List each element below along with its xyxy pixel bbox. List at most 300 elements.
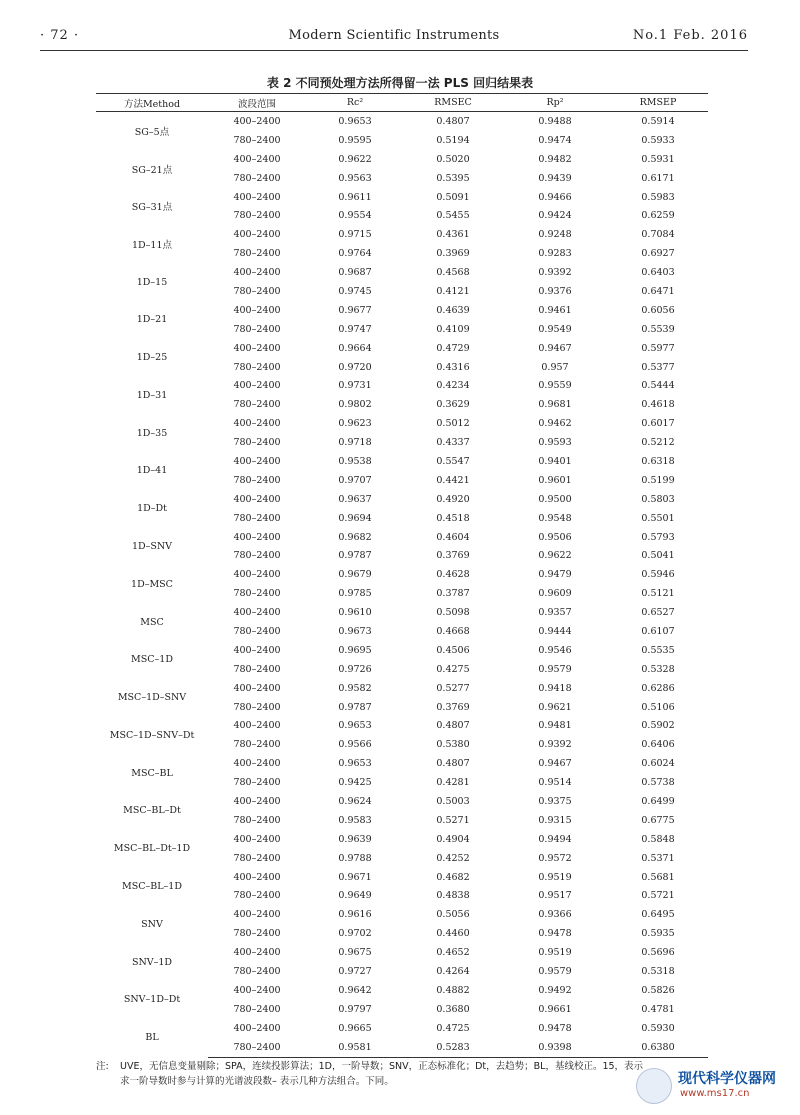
method-cell: SG–31点 [131, 202, 173, 214]
band-range-cell: 400–2400 [233, 720, 281, 732]
rmsec-cell: 0.4275 [436, 663, 470, 675]
rmsec-cell: 0.4604 [436, 531, 470, 543]
col-header-method: 方法Method [96, 94, 208, 112]
table-row [96, 830, 708, 849]
watermark [636, 1066, 786, 1106]
table-row [96, 905, 708, 924]
rmsec-cell: 0.4506 [436, 644, 470, 656]
rp2-cell: 0.9467 [538, 758, 572, 770]
rmsep-cell: 0.7084 [641, 229, 675, 241]
rmsep-cell: 0.5848 [641, 833, 675, 845]
rp2-cell: 0.957 [541, 361, 569, 373]
rc2-cell: 0.9677 [338, 304, 372, 316]
rmsep-cell: 0.6056 [641, 304, 675, 316]
rmsec-cell: 0.4234 [436, 380, 470, 392]
rp2-cell: 0.9681 [538, 399, 572, 411]
table-row [96, 792, 708, 811]
table-body [96, 112, 708, 1058]
rc2-cell: 0.9797 [338, 1003, 372, 1015]
band-range-cell: 780–2400 [233, 248, 281, 260]
table-row [96, 150, 708, 169]
table-row [96, 679, 708, 698]
table-header-row [96, 94, 708, 112]
rc2-cell: 0.9718 [338, 437, 372, 449]
rmsep-cell: 0.5371 [641, 852, 675, 864]
rmsec-cell: 0.4109 [436, 323, 470, 335]
rc2-cell: 0.9582 [338, 682, 372, 694]
rmsep-cell: 0.5935 [641, 928, 675, 940]
rc2-cell: 0.9624 [338, 796, 372, 807]
rmsec-cell: 0.4628 [436, 569, 470, 581]
band-range-cell: 400–2400 [233, 531, 281, 543]
band-range-cell: 400–2400 [233, 871, 281, 883]
col-header-rc2: Rc² [306, 94, 404, 112]
rp2-cell: 0.9661 [538, 1003, 572, 1015]
rp2-cell: 0.9376 [538, 285, 572, 297]
band-range-cell: 400–2400 [233, 380, 281, 392]
watermark-logo-icon [636, 1068, 672, 1104]
rp2-cell: 0.9401 [538, 455, 572, 467]
rmsep-cell: 0.6403 [641, 267, 675, 279]
rc2-cell: 0.9566 [338, 739, 372, 751]
rmsec-cell: 0.5395 [436, 172, 470, 184]
band-range-cell: 780–2400 [233, 890, 281, 902]
band-range-cell: 400–2400 [233, 682, 281, 694]
band-range-cell: 400–2400 [233, 984, 281, 996]
band-range-cell: 780–2400 [233, 663, 281, 675]
band-range-cell: 780–2400 [233, 512, 281, 524]
rmsep-cell: 0.5930 [641, 1022, 675, 1034]
band-range-cell: 780–2400 [233, 323, 281, 335]
method-cell: SNV [141, 918, 163, 930]
rmsec-cell: 0.4807 [436, 758, 470, 770]
rp2-cell: 0.9622 [538, 550, 572, 562]
rc2-cell: 0.9679 [338, 569, 372, 581]
rmsec-cell: 0.5003 [436, 796, 470, 807]
watermark-url: www.ms17.cn [680, 1088, 750, 1099]
band-range-cell: 780–2400 [233, 474, 281, 486]
rmsep-cell: 0.5803 [641, 493, 675, 505]
rmsec-cell: 0.4337 [436, 437, 470, 449]
rmsec-cell: 0.4904 [436, 833, 470, 845]
rmsec-cell: 0.4361 [436, 229, 470, 241]
rc2-cell: 0.9787 [338, 701, 372, 713]
results-table [96, 93, 708, 1058]
rmsep-cell: 0.6380 [608, 1038, 708, 1057]
col-header-rmsec: RMSEC [404, 94, 502, 112]
rp2-cell: 0.9315 [538, 814, 572, 826]
table-row [96, 452, 708, 471]
rc2-cell: 0.9682 [338, 531, 372, 543]
method-cell: MSC–BL–Dt–1D [113, 843, 191, 855]
col-header-band: 波段范围 [208, 94, 306, 112]
rc2-cell: 0.9788 [338, 852, 372, 864]
rc2-cell: 0.9622 [338, 153, 372, 165]
rmsep-cell: 0.6406 [641, 739, 675, 751]
table-row [96, 112, 708, 131]
rc2-cell: 0.9695 [338, 644, 372, 656]
band-range-cell: 400–2400 [233, 455, 281, 467]
rmsep-cell: 0.5696 [641, 947, 675, 959]
rmsep-cell: 0.6527 [641, 607, 675, 619]
band-range-cell: 400–2400 [233, 115, 281, 127]
rp2-cell: 0.9461 [538, 304, 572, 316]
rp2-cell: 0.9398 [502, 1038, 608, 1057]
table-row [96, 868, 708, 887]
rmsep-cell: 0.6927 [641, 248, 675, 260]
rmsep-cell: 0.5983 [641, 191, 675, 203]
rc2-cell: 0.9720 [338, 361, 372, 373]
band-range-cell: 780–2400 [233, 739, 281, 751]
rp2-cell: 0.9467 [538, 342, 572, 354]
rc2-cell: 0.9554 [338, 210, 372, 222]
rmsec-cell: 0.4882 [436, 984, 470, 996]
rmsec-cell: 0.4518 [436, 512, 470, 524]
rmsec-cell: 0.5098 [436, 607, 470, 619]
rmsep-cell: 0.5826 [641, 984, 675, 996]
rmsep-cell: 0.6471 [641, 285, 675, 297]
band-range-cell: 780–2400 [233, 172, 281, 184]
table-note [96, 1059, 716, 1089]
rc2-cell: 0.9726 [338, 663, 372, 675]
rp2-cell: 0.9579 [538, 966, 572, 978]
rmsep-cell: 0.5931 [641, 153, 675, 165]
rc2-cell: 0.9581 [306, 1038, 404, 1057]
rc2-cell: 0.9785 [338, 588, 372, 600]
issue-info: No.1 Feb. 2016 [632, 28, 748, 43]
rc2-cell: 0.9653 [338, 720, 372, 732]
method-cell: 1D–SNV [131, 540, 173, 552]
rmsep-cell: 0.5106 [641, 701, 675, 713]
rp2-cell: 0.9494 [538, 833, 572, 845]
table-row [96, 641, 708, 660]
rc2-cell: 0.9671 [338, 871, 372, 883]
rc2-cell: 0.9707 [338, 474, 372, 486]
rc2-cell: 0.9610 [338, 607, 372, 619]
rmsec-cell: 0.5056 [436, 909, 470, 921]
rp2-cell: 0.9462 [538, 418, 572, 430]
rmsec-cell: 0.5277 [436, 682, 470, 694]
rmsep-cell: 0.6107 [641, 625, 675, 637]
rmsec-cell: 0.3787 [436, 588, 470, 600]
rc2-cell: 0.9702 [338, 928, 372, 940]
rmsep-cell: 0.4781 [641, 1003, 675, 1015]
band-range-cell: 780–2400 [233, 588, 281, 600]
band-range-cell: 400–2400 [233, 909, 281, 921]
rmsec-cell: 0.4316 [436, 361, 470, 373]
rc2-cell: 0.9673 [338, 625, 372, 637]
rmsep-cell: 0.5444 [641, 380, 675, 392]
rmsec-cell: 0.5380 [436, 739, 470, 751]
rmsec-cell: 0.4281 [436, 777, 470, 789]
band-range-cell: 400–2400 [233, 153, 281, 165]
method-cell: MSC–BL–Dt [123, 805, 181, 817]
rmsec-cell: 0.4460 [436, 928, 470, 940]
rc2-cell: 0.9616 [338, 909, 372, 921]
rc2-cell: 0.9653 [338, 115, 372, 127]
rmsep-cell: 0.6259 [641, 210, 675, 222]
method-cell: MSC–1D [131, 654, 173, 666]
rmsep-cell: 0.6171 [641, 172, 675, 184]
rp2-cell: 0.9479 [538, 569, 572, 581]
rc2-cell: 0.9665 [338, 1022, 372, 1034]
rmsec-cell: 0.3769 [436, 550, 470, 562]
method-cell: 1D–25 [136, 352, 168, 364]
band-range-cell: 400–2400 [233, 833, 281, 845]
rp2-cell: 0.9492 [538, 984, 572, 996]
method-cell: MSC–BL [131, 767, 173, 779]
rmsep-cell: 0.5977 [641, 342, 675, 354]
rmsep-cell: 0.5721 [641, 890, 675, 902]
rmsep-cell: 0.6499 [641, 796, 675, 807]
method-cell: 1D–31 [136, 389, 168, 401]
table-row [96, 943, 708, 962]
rp2-cell: 0.9466 [538, 191, 572, 203]
rmsec-cell: 0.4252 [436, 852, 470, 864]
rp2-cell: 0.9424 [538, 210, 572, 222]
band-range-cell: 780–2400 [208, 1038, 306, 1057]
band-range-cell: 400–2400 [233, 493, 281, 505]
rmsec-cell: 0.3680 [436, 1003, 470, 1015]
rc2-cell: 0.9563 [338, 172, 372, 184]
rmsec-cell: 0.4807 [436, 115, 470, 127]
rc2-cell: 0.9764 [338, 248, 372, 260]
rmsep-cell: 0.6495 [641, 909, 675, 921]
running-header [40, 28, 748, 46]
band-range-cell: 780–2400 [233, 399, 281, 411]
rmsep-cell: 0.6775 [641, 814, 675, 826]
rmsec-cell: 0.3969 [436, 248, 470, 260]
band-range-cell: 780–2400 [233, 285, 281, 297]
rp2-cell: 0.9439 [538, 172, 572, 184]
rp2-cell: 0.9549 [538, 323, 572, 335]
method-cell: SG–21点 [131, 164, 173, 176]
rp2-cell: 0.9482 [538, 153, 572, 165]
rp2-cell: 0.9375 [538, 796, 572, 807]
rmsec-cell: 0.5547 [436, 455, 470, 467]
rmsec-cell: 0.4121 [436, 285, 470, 297]
table-row [96, 603, 708, 622]
rc2-cell: 0.9538 [338, 455, 372, 467]
rp2-cell: 0.9418 [538, 682, 572, 694]
rmsep-cell: 0.5738 [641, 777, 675, 789]
rmsec-cell: 0.4920 [436, 493, 470, 505]
rp2-cell: 0.9500 [538, 493, 572, 505]
rp2-cell: 0.9593 [538, 437, 572, 449]
method-cell: SNV–1D–Dt [123, 994, 181, 1006]
rp2-cell: 0.9621 [538, 701, 572, 713]
band-range-cell: 780–2400 [233, 625, 281, 637]
rmsec-cell: 0.5012 [436, 418, 470, 430]
band-range-cell: 400–2400 [233, 267, 281, 279]
table-row [96, 528, 708, 547]
method-cell: 1D–41 [136, 465, 168, 477]
method-cell: 1D–35 [136, 427, 168, 439]
rp2-cell: 0.9478 [538, 928, 572, 940]
watermark-name: 现代科学仪器网 [678, 1071, 776, 1087]
rmsep-cell: 0.5199 [641, 474, 675, 486]
rc2-cell: 0.9727 [338, 966, 372, 978]
rc2-cell: 0.9715 [338, 229, 372, 241]
method-cell: MSC–1D–SNV [117, 692, 187, 704]
journal-title: Modern Scientific Instruments [288, 28, 500, 43]
rc2-cell: 0.9653 [338, 758, 372, 770]
rmsec-cell: 0.3629 [436, 399, 470, 411]
rc2-cell: 0.9639 [338, 833, 372, 845]
rmsep-cell: 0.5121 [641, 588, 675, 600]
band-range-cell: 400–2400 [233, 947, 281, 959]
table-row [96, 188, 708, 207]
band-range-cell: 780–2400 [233, 550, 281, 562]
band-range-cell: 780–2400 [233, 814, 281, 826]
rmsep-cell: 0.5902 [641, 720, 675, 732]
rc2-cell: 0.9425 [338, 777, 372, 789]
rc2-cell: 0.9649 [338, 890, 372, 902]
band-range-cell: 400–2400 [233, 796, 281, 807]
rmsec-cell: 0.4421 [436, 474, 470, 486]
band-range-cell: 400–2400 [233, 191, 281, 203]
rp2-cell: 0.9488 [538, 115, 572, 127]
band-range-cell: 400–2400 [233, 342, 281, 354]
rmsep-cell: 0.4618 [641, 399, 675, 411]
rc2-cell: 0.9664 [338, 342, 372, 354]
rmsep-cell: 0.5793 [641, 531, 675, 543]
rp2-cell: 0.9517 [538, 890, 572, 902]
band-range-cell: 780–2400 [233, 928, 281, 940]
rmsep-cell: 0.5377 [641, 361, 675, 373]
rmsep-cell: 0.5041 [641, 550, 675, 562]
rc2-cell: 0.9687 [338, 267, 372, 279]
rp2-cell: 0.9474 [538, 134, 572, 146]
rmsep-cell: 0.5535 [641, 644, 675, 656]
rmsep-cell: 0.6024 [641, 758, 675, 770]
rmsec-cell: 0.5455 [436, 210, 470, 222]
rp2-cell: 0.9478 [538, 1022, 572, 1034]
header-rule [40, 50, 748, 51]
rp2-cell: 0.9572 [538, 852, 572, 864]
method-cell: MSC [140, 616, 164, 628]
rmsec-cell: 0.5194 [436, 134, 470, 146]
rmsec-cell: 0.4652 [436, 947, 470, 959]
page-number: · 72 · [40, 28, 80, 43]
rc2-cell: 0.9675 [338, 947, 372, 959]
band-range-cell: 400–2400 [233, 1022, 281, 1034]
rmsep-cell: 0.5501 [641, 512, 675, 524]
band-range-cell: 400–2400 [233, 418, 281, 430]
rc2-cell: 0.9623 [338, 418, 372, 430]
rp2-cell: 0.9506 [538, 531, 572, 543]
rmsep-cell: 0.5914 [641, 115, 675, 127]
band-range-cell: 780–2400 [233, 1003, 281, 1015]
rmsep-cell: 0.5946 [641, 569, 675, 581]
rc2-cell: 0.9802 [338, 399, 372, 411]
rp2-cell: 0.9579 [538, 663, 572, 675]
rp2-cell: 0.9444 [538, 625, 572, 637]
method-cell: BL [145, 1032, 159, 1044]
table-row [96, 490, 708, 509]
method-cell: SG–5点 [134, 126, 170, 138]
rmsec-cell: 0.5271 [436, 814, 470, 826]
rmsec-cell: 0.4668 [436, 625, 470, 637]
method-cell: 1D–21 [136, 314, 168, 326]
table-row [96, 1019, 708, 1038]
rp2-cell: 0.9283 [538, 248, 572, 260]
table-row [96, 981, 708, 1000]
band-range-cell: 780–2400 [233, 437, 281, 449]
table-row [96, 754, 708, 773]
rp2-cell: 0.9559 [538, 380, 572, 392]
rp2-cell: 0.9609 [538, 588, 572, 600]
method-cell: 1D–15 [136, 276, 168, 288]
method-cell: MSC–BL–1D [122, 881, 182, 893]
rp2-cell: 0.9366 [538, 909, 572, 921]
rp2-cell: 0.9519 [538, 871, 572, 883]
table-caption: 表 2 不同预处理方法所得留一法 PLS 回归结果表 [266, 76, 534, 90]
rp2-cell: 0.9481 [538, 720, 572, 732]
rmsec-cell: 0.4639 [436, 304, 470, 316]
table-row [96, 717, 708, 736]
rmsep-cell: 0.5539 [641, 323, 675, 335]
method-cell: 1D–11点 [132, 240, 172, 252]
table-row [96, 263, 708, 282]
rmsep-cell: 0.5318 [641, 966, 675, 978]
band-range-cell: 780–2400 [233, 852, 281, 864]
rmsec-cell: 0.4264 [436, 966, 470, 978]
rc2-cell: 0.9694 [338, 512, 372, 524]
band-range-cell: 400–2400 [233, 644, 281, 656]
rp2-cell: 0.9519 [538, 947, 572, 959]
rp2-cell: 0.9546 [538, 644, 572, 656]
rmsec-cell: 0.4838 [436, 890, 470, 902]
rp2-cell: 0.9548 [538, 512, 572, 524]
rmsep-cell: 0.6318 [641, 455, 675, 467]
rc2-cell: 0.9731 [338, 380, 372, 392]
col-header-rmsep: RMSEP [608, 94, 708, 112]
rmsep-cell: 0.5933 [641, 134, 675, 146]
rmsec-cell: 0.4807 [436, 720, 470, 732]
band-range-cell: 400–2400 [233, 229, 281, 241]
rmsec-cell: 0.5283 [404, 1038, 502, 1057]
table-row [96, 565, 708, 584]
table-row [96, 339, 708, 358]
rp2-cell: 0.9248 [538, 229, 572, 241]
band-range-cell: 400–2400 [233, 607, 281, 619]
rp2-cell: 0.9601 [538, 474, 572, 486]
rmsep-cell: 0.6017 [641, 418, 675, 430]
rmsep-cell: 0.5328 [641, 663, 675, 675]
rc2-cell: 0.9787 [338, 550, 372, 562]
band-range-cell: 400–2400 [233, 758, 281, 770]
rp2-cell: 0.9392 [538, 267, 572, 279]
rmsec-cell: 0.3769 [436, 701, 470, 713]
method-cell: SNV–1D [131, 956, 173, 968]
note-line-1: UVE，无信息变量剔除；SPA，连续投影算法；1D，一阶导数；SNV，正态标准化；Dt，去趋势；BL，基线校正。15，表示 [120, 1061, 644, 1072]
rc2-cell: 0.9637 [338, 493, 372, 505]
rc2-cell: 0.9642 [338, 984, 372, 996]
rmsec-cell: 0.5091 [436, 191, 470, 203]
band-range-cell: 780–2400 [233, 210, 281, 222]
rmsec-cell: 0.4682 [436, 871, 470, 883]
rmsep-cell: 0.5681 [641, 871, 675, 883]
method-cell: 1D–Dt [137, 503, 167, 515]
col-header-rp2: Rp² [502, 94, 608, 112]
band-range-cell: 780–2400 [233, 361, 281, 373]
band-range-cell: 780–2400 [233, 134, 281, 146]
band-range-cell: 780–2400 [233, 777, 281, 789]
table-row [96, 301, 708, 320]
rc2-cell: 0.9595 [338, 134, 372, 146]
rc2-cell: 0.9745 [338, 285, 372, 297]
